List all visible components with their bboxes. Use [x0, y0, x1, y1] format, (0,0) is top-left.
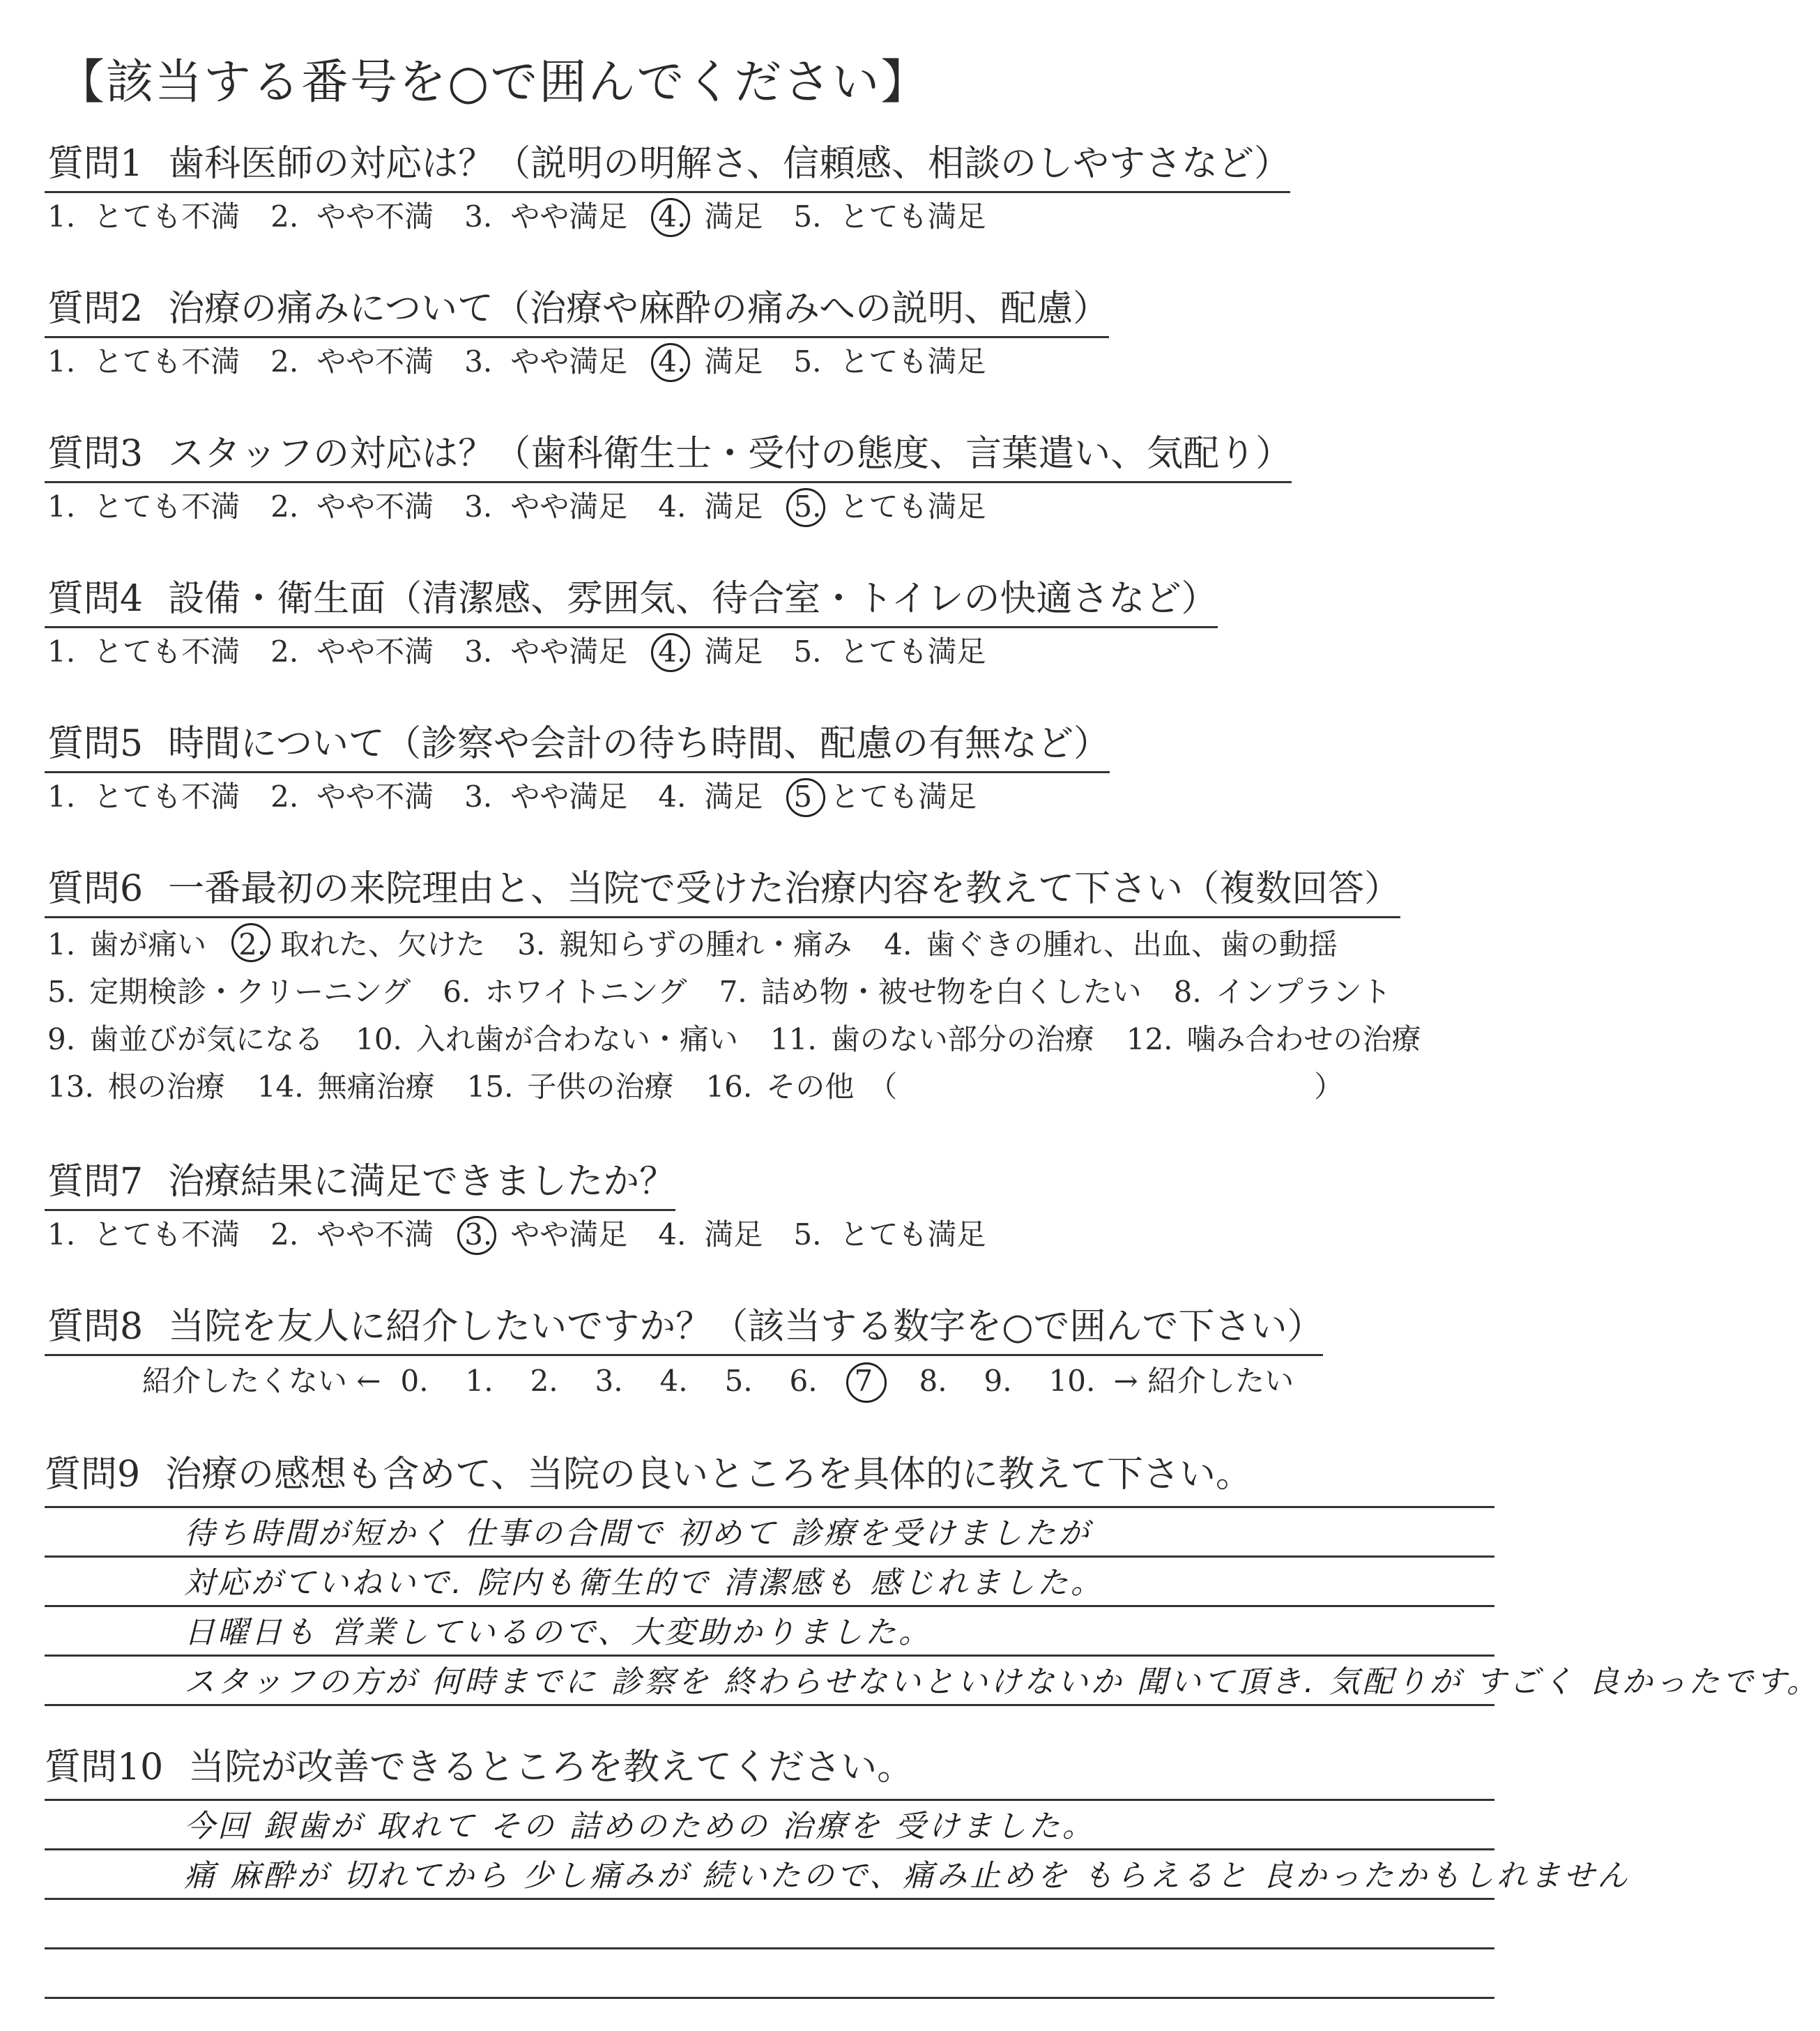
scale-left-label: 紹介したくない ←: [142, 1364, 381, 1398]
selected-option[interactable]: [793, 776, 977, 818]
question-number: 質問10: [45, 1747, 164, 1788]
option-label: やや満足: [510, 1217, 628, 1252]
option-label: 詰め物・被せ物を白くしたい: [760, 975, 1142, 1009]
option-number: 10.: [355, 1022, 402, 1056]
handwritten-answer: スタッフの方が 何時までに 診察を 終わらせないといけないか 聞いて頂き. 気配りが すごく 良かったです。: [184, 1664, 1820, 1700]
option-number: 9.: [47, 1022, 76, 1056]
question-heading: [45, 139, 1290, 193]
option-label: とても不満: [93, 1217, 240, 1252]
option-label: やや不満: [316, 199, 434, 234]
recommend-scale: [142, 1360, 1323, 1402]
question-heading: [45, 1157, 675, 1211]
scale-value[interactable]: 8.: [919, 1364, 947, 1398]
option-number: 1.: [47, 344, 76, 379]
question-heading: [45, 575, 1218, 628]
option[interactable]: [464, 776, 627, 818]
question-text: 当院が改善できるところを教えてください。: [188, 1747, 914, 1788]
scale-value[interactable]: 9.: [984, 1364, 1012, 1398]
option[interactable]: [1126, 1016, 1421, 1063]
scale-value[interactable]: 6.: [789, 1364, 818, 1398]
other-paren-open: （: [868, 1070, 898, 1104]
option-number: 3.: [464, 489, 493, 524]
question-6: [45, 865, 1453, 1111]
option-label: 歯のない部分の治療: [830, 1022, 1094, 1056]
option-label: 満足: [704, 1217, 763, 1252]
question-text: スタッフの対応は？（歯科衛生士・受付の態度、言葉遣い、気配り）: [168, 433, 1292, 475]
option-label: 満足: [704, 779, 763, 814]
option-number: 5: [793, 776, 812, 818]
option-label: 定期検診・クリーニング: [89, 975, 411, 1009]
option-label: 子供の治療: [527, 1070, 674, 1104]
option-number: 14.: [257, 1070, 304, 1104]
option-label: とても不満: [93, 199, 240, 234]
question-text: 一番最初の来院理由と、当院で受けた治療内容を教えて下さい（複数回答）: [168, 868, 1401, 910]
selected-scale-value[interactable]: 7: [855, 1360, 919, 1402]
answer-lines[interactable]: [45, 1799, 1631, 1999]
handwritten-answer: 待ち時間が短かく 仕事の合間で 初めて 診療を受けましたが: [184, 1516, 1092, 1551]
option-number: 5.: [793, 634, 822, 669]
answer-line: [45, 1508, 1494, 1558]
question-heading: [45, 720, 1110, 773]
option-label: 噛み合わせの治療: [1186, 1022, 1421, 1056]
option-number: 11.: [770, 1022, 817, 1056]
option-label: やや不満: [316, 489, 434, 524]
option-label: とても満足: [839, 344, 986, 379]
option[interactable]: [770, 1016, 1094, 1063]
question-10: [45, 1743, 1631, 1999]
option[interactable]: [47, 341, 240, 383]
option-number: 4.: [884, 927, 912, 961]
selected-option[interactable]: [464, 1214, 627, 1256]
option-row: [47, 968, 1453, 1016]
page-title: 【該当する番号を○で囲んでください】: [57, 55, 930, 110]
scale-value[interactable]: 1.: [465, 1364, 494, 1398]
handwritten-answer: 対応がていねいで. 院内も衛生的で 清潔感も 感じれました。: [184, 1565, 1104, 1601]
scale-value[interactable]: 3.: [595, 1364, 623, 1398]
option-number: 4.: [658, 196, 686, 238]
option[interactable]: [270, 776, 434, 818]
answer-line: [45, 1657, 1820, 1706]
handwritten-answer: 日曜日も 営業しているので、大変助かりました。: [184, 1615, 933, 1650]
option-number: 4.: [658, 779, 687, 814]
option-label: その他: [766, 1070, 855, 1104]
option[interactable]: [705, 1063, 1344, 1111]
answer-line: [45, 1850, 1631, 1900]
option-number: 7.: [719, 975, 747, 1009]
scale-value[interactable]: 4.: [659, 1364, 688, 1398]
selected-option[interactable]: [238, 921, 485, 968]
question-text: 当院を友人に紹介したいですか？（該当する数字を○で囲んで下さい）: [168, 1306, 1324, 1348]
question-3: [45, 429, 1292, 528]
option[interactable]: [47, 1016, 323, 1063]
option[interactable]: [464, 631, 627, 673]
option-number: 2.: [270, 199, 299, 234]
multi-option-list: [45, 921, 1453, 1111]
option[interactable]: [270, 1214, 434, 1256]
option-number: 4.: [658, 631, 686, 673]
option-label: やや満足: [510, 489, 628, 524]
handwritten-answer: 今回 銀歯が 取れて その 詰めのための 治療を 受けました。: [184, 1809, 1096, 1844]
option[interactable]: [658, 776, 763, 818]
question-number: 質問3: [47, 433, 144, 475]
question-number: 質問5: [47, 723, 144, 765]
question-8: [45, 1302, 1323, 1402]
option-label: 取れた、欠けた: [280, 927, 486, 961]
option-number: 4.: [658, 341, 686, 383]
option-label: 満足: [704, 344, 763, 379]
scale-value[interactable]: 10.: [1048, 1364, 1096, 1398]
option-label: とても不満: [93, 344, 240, 379]
option-number: 2.: [270, 489, 299, 524]
option-number: 1.: [47, 1217, 76, 1252]
option-row: [47, 1016, 1453, 1063]
selected-option[interactable]: [793, 486, 986, 528]
option-number: 2.: [270, 779, 299, 814]
option[interactable]: [47, 486, 240, 528]
option-number: 2.: [238, 921, 266, 968]
question-1: [45, 139, 1290, 238]
option-label: 根の治療: [107, 1070, 225, 1104]
scale-right-label: → 紹介したい: [1113, 1364, 1294, 1398]
question-number: 質問2: [47, 288, 144, 330]
option[interactable]: [464, 486, 627, 528]
option-number: 4.: [658, 489, 687, 524]
handwritten-answer: 痛 麻酔が 切れてから 少し痛みが 続いたので、痛み止めを もらえると 良かったかもしれません: [184, 1858, 1631, 1894]
other-paren-close: ）: [1314, 1070, 1344, 1104]
question-4: [45, 575, 1218, 673]
option[interactable]: [658, 1214, 763, 1256]
answer-line: [45, 1949, 1494, 1999]
option-number: 13.: [47, 1070, 94, 1104]
scale-value[interactable]: 5.: [724, 1364, 753, 1398]
option[interactable]: [464, 196, 627, 238]
question-heading: [45, 1743, 1494, 1792]
answer-lines[interactable]: [45, 1506, 1820, 1706]
answer-line: [45, 1801, 1494, 1850]
option-row: [47, 1063, 1453, 1111]
question-number: 質問4: [47, 578, 144, 620]
option-number: 5.: [47, 975, 76, 1009]
question-text: 歯科医師の対応は？（説明の明解さ、信頼感、相談のしやすさなど）: [168, 143, 1291, 185]
option-number: 3.: [517, 927, 546, 961]
option-label: とても満足: [839, 634, 986, 669]
option-label: やや満足: [510, 344, 628, 379]
option-number: 1.: [47, 927, 76, 961]
option-number: 1.: [47, 779, 76, 814]
option[interactable]: [1174, 968, 1391, 1016]
option-label: やや不満: [316, 779, 434, 814]
option-number: 5.: [793, 344, 822, 379]
option-label: とても不満: [93, 779, 240, 814]
option-number: 5.: [793, 199, 822, 234]
option-label: ホワイトニング: [484, 975, 687, 1009]
option[interactable]: [443, 968, 687, 1016]
question-heading: [45, 865, 1400, 918]
question-heading: [45, 429, 1292, 483]
option[interactable]: [270, 341, 434, 383]
answer-line: [45, 1607, 1494, 1657]
option-label: 歯ぐきの腫れ、出血、歯の動揺: [926, 927, 1338, 961]
option[interactable]: [47, 776, 240, 818]
option-label: やや満足: [510, 199, 628, 234]
option-label: 満足: [704, 199, 763, 234]
option-number: 2.: [270, 1217, 299, 1252]
option-label: やや不満: [316, 344, 434, 379]
option[interactable]: [658, 486, 763, 528]
option-row: [45, 341, 1109, 383]
option[interactable]: [47, 921, 206, 968]
option-number: 3.: [464, 1214, 492, 1256]
option[interactable]: [355, 1016, 738, 1063]
option-label: 満足: [704, 634, 763, 669]
answer-line: [45, 1558, 1494, 1607]
option[interactable]: [270, 631, 434, 673]
answer-line: [45, 1900, 1494, 1949]
option-label: とても満足: [830, 779, 977, 814]
option-row: [45, 196, 1290, 238]
question-7: [45, 1157, 1016, 1256]
option[interactable]: [467, 1063, 674, 1111]
scale-value[interactable]: 0.: [400, 1364, 429, 1398]
option[interactable]: [47, 1214, 240, 1256]
option[interactable]: [884, 921, 1338, 968]
option-label: 入れ歯が合わない・痛い: [415, 1022, 738, 1056]
option-label: やや満足: [510, 779, 628, 814]
question-heading: [45, 1302, 1323, 1356]
option-label: とても満足: [839, 489, 986, 524]
option-row: [45, 486, 1292, 528]
option-label: 歯並びが気になる: [89, 1022, 324, 1056]
option-label: やや不満: [316, 1217, 434, 1252]
selected-option[interactable]: [658, 631, 763, 673]
option-number: 1.: [47, 489, 76, 524]
option[interactable]: [257, 1063, 435, 1111]
question-number: 質問8: [47, 1306, 144, 1348]
question-2: [45, 284, 1109, 383]
question-number: 質問9: [45, 1454, 141, 1496]
option-label: とても満足: [839, 1217, 986, 1252]
option-number: 3.: [464, 634, 493, 669]
question-text: 治療結果に満足できましたか？: [168, 1161, 676, 1203]
option-number: 2.: [270, 634, 299, 669]
option-number: 2.: [270, 344, 299, 379]
option[interactable]: [517, 921, 852, 968]
option[interactable]: [793, 1214, 986, 1256]
option-number: 15.: [466, 1070, 514, 1104]
selected-option[interactable]: [658, 196, 763, 238]
option[interactable]: [464, 341, 627, 383]
question-9: [45, 1450, 1820, 1706]
option-label: やや満足: [510, 634, 628, 669]
option-number: 5.: [793, 1217, 822, 1252]
option-number: 3.: [464, 199, 493, 234]
option[interactable]: [47, 196, 240, 238]
question-text: 治療の痛みについて（治療や麻酔の痛みへの説明、配慮）: [168, 288, 1110, 330]
option-label: インプラント: [1215, 975, 1391, 1009]
question-number: 質問7: [47, 1161, 144, 1203]
option[interactable]: [270, 196, 434, 238]
option-label: やや不満: [316, 634, 434, 669]
option-number: 6.: [443, 975, 471, 1009]
option[interactable]: [719, 968, 1142, 1016]
option-label: 歯が痛い: [89, 927, 207, 961]
option-number: 4.: [658, 1217, 687, 1252]
option[interactable]: [793, 341, 986, 383]
option-label: とても不満: [93, 634, 240, 669]
question-text: 時間について（診察や会計の待ち時間、配慮の有無など）: [168, 723, 1110, 765]
option[interactable]: [47, 1063, 225, 1111]
option-row: [45, 776, 1110, 818]
question-heading: [45, 1450, 1494, 1499]
option-row: [47, 921, 1453, 968]
question-text: 治療の感想も含めて、当院の良いところを具体的に教えて下さい。: [165, 1454, 1253, 1496]
option-row: [45, 1214, 1016, 1256]
scale-value[interactable]: 2.: [530, 1364, 558, 1398]
option-number: 16.: [705, 1070, 753, 1104]
question-number: 質問1: [47, 143, 144, 185]
question-text: 設備・衛生面（清潔感、雰囲気、待合室・トイレの快適さなど）: [168, 578, 1218, 620]
option[interactable]: [47, 631, 240, 673]
option-number: 5.: [793, 486, 821, 528]
option-label: 親知らずの腫れ・痛み: [559, 927, 852, 961]
question-5: [45, 720, 1110, 818]
option-number: 1.: [47, 634, 76, 669]
option-number: 12.: [1126, 1022, 1173, 1056]
option-label: とても満足: [839, 199, 986, 234]
option[interactable]: [47, 968, 411, 1016]
question-number: 質問6: [47, 868, 144, 910]
option-label: とても不満: [93, 489, 240, 524]
question-heading: [45, 284, 1109, 338]
option-number: 3.: [464, 779, 493, 814]
option[interactable]: [793, 631, 986, 673]
option-number: 1.: [47, 199, 76, 234]
option-label: 無痛治療: [317, 1070, 435, 1104]
option[interactable]: [270, 486, 434, 528]
option-number: 8.: [1173, 975, 1202, 1009]
option[interactable]: [793, 196, 986, 238]
option-row: [45, 631, 1218, 673]
selected-option[interactable]: [658, 341, 763, 383]
option-label: 満足: [704, 489, 763, 524]
option-number: 3.: [464, 344, 493, 379]
